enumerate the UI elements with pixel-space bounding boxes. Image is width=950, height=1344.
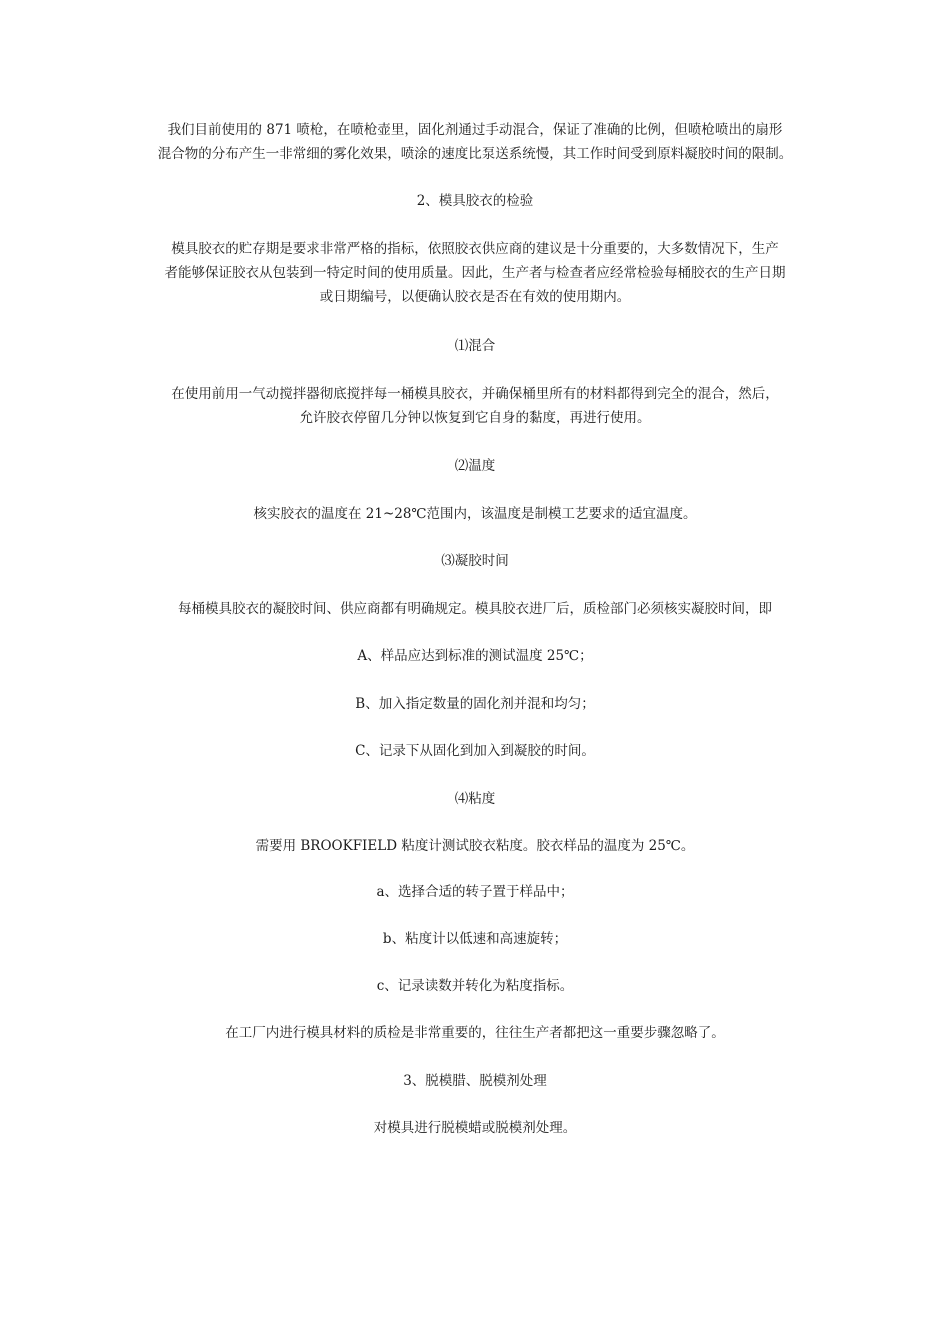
paragraph-temperature: 核实胶衣的温度在 21~28℃范围内，该温度是制模工艺要求的适宜温度。 <box>253 506 697 522</box>
viscosity-step-b: b、粘度计以低速和高速旋转； <box>382 931 568 947</box>
paragraph-gelcoat-storage <box>140 237 810 309</box>
paragraph-spray-gun <box>140 118 810 166</box>
text-line: 或日期编号，以便确认胶衣是否在有效的使用期内。 <box>319 289 631 305</box>
paragraph-release-agent: 对模具进行脱模蜡或脱模剂处理。 <box>373 1120 577 1136</box>
text-line: 我们目前使用的 871 喷枪，在喷枪壶里，固化剂通过手动混合，保证了准确的比例，但喷枪喷出的扇形 <box>167 122 783 138</box>
subheading-temperature: ⑵温度 <box>454 458 496 474</box>
paragraph-viscosity: 需要用 BROOKFIELD 粘度计测试胶衣粘度。胶衣样品的温度为 25℃。 <box>255 838 695 854</box>
paragraph-quality-check: 在工厂内进行模具材料的质检是非常重要的，往往生产者都把这一重要步骤忽略了。 <box>225 1025 725 1041</box>
paragraph-mixing <box>140 382 810 430</box>
subheading-gel-time: ⑶凝胶时间 <box>441 553 509 569</box>
section-heading-3: 3、脱模腊、脱模剂处理 <box>403 1073 547 1089</box>
text-line: 在使用前用一气动搅拌器彻底搅拌每一桶模具胶衣，并确保桶里所有的材料都得到完全的混合，然后， <box>171 386 779 402</box>
subheading-mixing: ⑴混合 <box>454 338 496 354</box>
gel-step-a: A、样品应达到标准的测试温度 25℃； <box>357 648 593 664</box>
paragraph-gel-time: 每桶模具胶衣的凝胶时间、供应商都有明确规定。模具胶衣进厂后，质检部门必须核实凝胶时间，即 <box>178 601 772 617</box>
subheading-viscosity: ⑷粘度 <box>454 791 496 807</box>
viscosity-step-c: c、记录读数并转化为粘度指标。 <box>376 978 574 994</box>
viscosity-step-a: a、选择合适的转子置于样品中； <box>376 884 574 900</box>
text-line: 模具胶衣的贮存期是要求非常严格的指标，依照胶衣供应商的建议是十分重要的，大多数情况下，生产 <box>171 241 779 257</box>
text-line: 允许胶衣停留几分钟以恢复到它自身的黏度，再进行使用。 <box>299 410 651 426</box>
text-line: 混合物的分布产生一非常细的雾化效果，喷涂的速度比泵送系统慢，其工作时间受到原料凝胶时间的限制。 <box>157 146 793 162</box>
text-line: 者能够保证胶衣从包装到一特定时间的使用质量。因此，生产者与检查者应经常检验每桶胶衣的生产日期 <box>164 265 786 281</box>
gel-step-c: C、记录下从固化到加入到凝胶的时间。 <box>355 743 595 759</box>
section-heading-2: 2、模具胶衣的检验 <box>416 193 534 209</box>
gel-step-b: B、加入指定数量的固化剂并混和均匀； <box>355 696 595 712</box>
